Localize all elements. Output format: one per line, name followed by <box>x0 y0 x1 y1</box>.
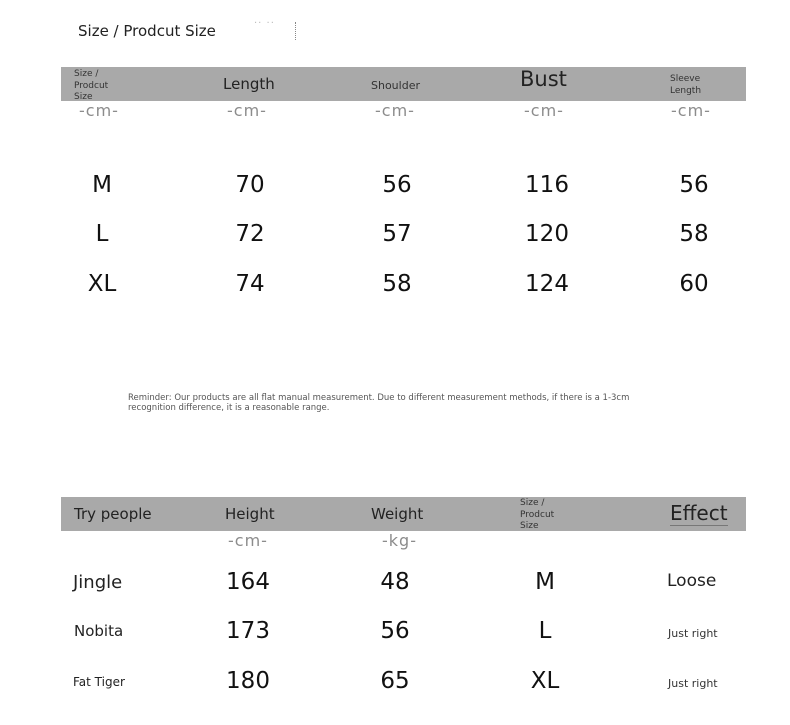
effect-cell: Just right <box>668 677 718 690</box>
weight-unit-label: -kg- <box>382 531 417 550</box>
try-size-cell: M <box>535 569 555 595</box>
length-cell: 74 <box>235 271 265 297</box>
effect-cell: Just right <box>668 627 718 640</box>
height-cell: 164 <box>226 569 270 595</box>
shoulder-cell: 57 <box>382 221 412 247</box>
length-column-header: Length <box>223 75 275 93</box>
unit-label-size: -cm- <box>79 101 119 120</box>
bust-cell: 116 <box>525 172 569 198</box>
try-size-column-header: Size / Prodcut Size <box>520 498 555 531</box>
weight-cell: 56 <box>380 618 410 644</box>
try-person-name: Nobita <box>74 622 124 640</box>
weight-column-header: Weight <box>371 505 424 523</box>
sleeve-cell: 60 <box>679 271 709 297</box>
try-person-name: Fat Tiger <box>73 675 125 689</box>
bust-cell: 120 <box>525 221 569 247</box>
length-cell: 70 <box>235 172 265 198</box>
unit-label-shoulder: -cm- <box>375 101 415 120</box>
size-cell: M <box>92 172 112 198</box>
unit-label-bust: -cm- <box>524 101 564 120</box>
size-cell: L <box>95 221 109 247</box>
weight-cell: 48 <box>380 569 410 595</box>
effect-cell: Loose <box>667 571 717 591</box>
height-cell: 180 <box>226 668 270 694</box>
shoulder-cell: 56 <box>382 172 412 198</box>
try-size-cell: XL <box>530 668 560 694</box>
sleeve-cell: 56 <box>679 172 709 198</box>
height-cell: 173 <box>226 618 270 644</box>
decorative-dots: ·· ·· <box>254 18 275 29</box>
try-people-column-header: Try people <box>74 505 152 523</box>
measurement-reminder: Reminder: Our products are all flat manual measurement. Due to different measurement methods, if there is a 1-3cm recognition difference, it is a reasonable range. <box>128 393 630 413</box>
shoulder-column-header: Shoulder <box>371 79 420 92</box>
size-cell: XL <box>87 271 117 297</box>
shoulder-cell: 58 <box>382 271 412 297</box>
bust-column-header: Bust <box>520 67 567 91</box>
size-column-header: Size / Prodcut Size <box>74 69 109 102</box>
sleeve-cell: 58 <box>679 221 709 247</box>
height-column-header: Height <box>225 505 275 523</box>
weight-cell: 65 <box>380 668 410 694</box>
decorative-divider <box>295 22 296 40</box>
effect-column-header: Effect <box>670 501 728 525</box>
try-person-name: Jingle <box>73 572 123 593</box>
length-cell: 72 <box>235 221 265 247</box>
sleeve-column-header: Sleeve Length <box>670 74 702 96</box>
unit-label-sleeve: -cm- <box>671 101 711 120</box>
bust-cell: 124 <box>525 271 569 297</box>
unit-label-length: -cm- <box>227 101 267 120</box>
try-size-cell: L <box>538 618 552 644</box>
height-unit-label: -cm- <box>228 531 268 550</box>
page-title: Size / Prodcut Size <box>78 22 216 40</box>
